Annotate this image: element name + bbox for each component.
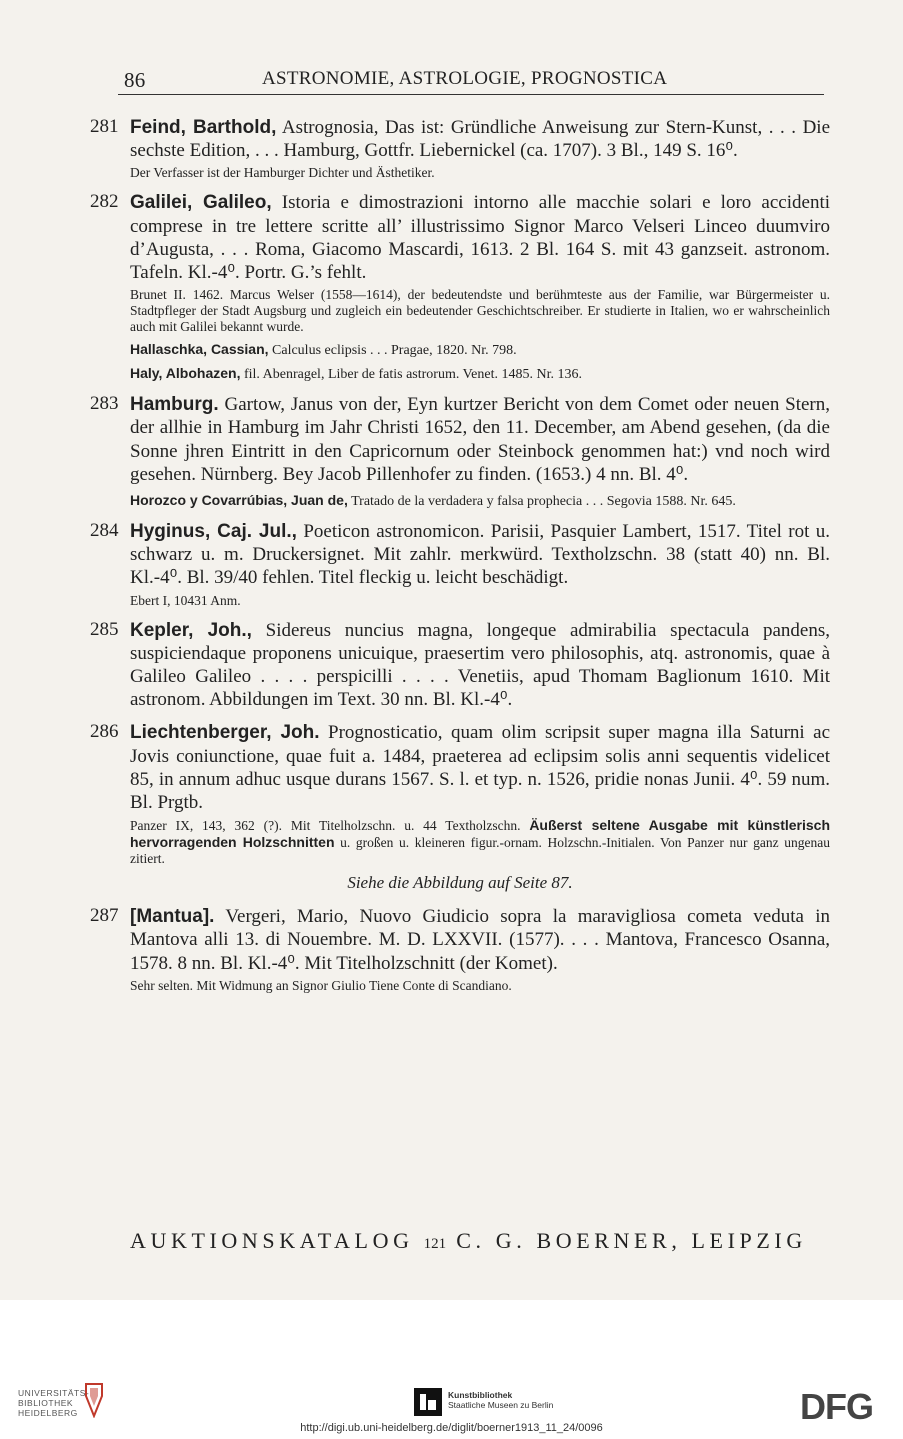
kunstbibliothek-title: Kunstbibliothek <box>448 1390 513 1400</box>
dfg-logo[interactable]: DFG <box>800 1386 873 1427</box>
footer-right: C. G. BOERNER, LEIPZIG <box>456 1228 807 1253</box>
cross-reference <box>130 341 830 359</box>
note-text: Der Verfasser ist der Hamburger Dichter und Ästhetiker. <box>130 165 435 181</box>
page-number: 86 <box>124 68 146 92</box>
entry-text: Sidereus nuncius magna, longeque admirabilia spectacula pandens, suspiciendaque proponens unicuique, praesertim vero philosophis, atq. astronomis, quae à Galileo Galileo . . . . perspicilli . . . . Venetiis, apud Thomam Baglionum 1610. Mit astronom. Abbildungen im Text. 30 nn. Bl. Kl.-4⁰. <box>130 619 831 711</box>
note-text: Sehr selten. Mit Widmung an Signor Giulio Tiene Conte di Scandiano. <box>130 977 512 993</box>
entry-body <box>130 619 830 712</box>
entry-note <box>130 165 830 181</box>
entry-text: Poeticon astronomicon. Parisii, Pasquier Lambert, 1517. Titel rot u. schwarz u. m. Druckersignet. Mit zahlr. merkwürd. Textholzschn. 38 (statt 40) nn. Bl. Kl.-4⁰. Bl. 39/40 fehlen. Titel fleckig u. leicht beschädigt. <box>130 521 830 589</box>
entry-note <box>130 817 830 867</box>
kunstbibliothek-emblem-icon <box>414 1388 442 1416</box>
entry-note <box>130 978 830 994</box>
catalog-entry <box>90 721 830 893</box>
cross-reference <box>130 365 830 383</box>
entry-author: [Mantua]. <box>130 906 215 928</box>
see-also-reference: Siehe die Abbildung auf Seite 87. <box>347 873 573 893</box>
entry-body <box>130 393 830 486</box>
entry-author: Galilei, Galileo, <box>130 192 272 214</box>
catalog-footer <box>130 1228 830 1254</box>
footer-number: 121 <box>423 1236 447 1252</box>
catalog-entry <box>90 191 830 383</box>
kunstbibliothek-logo[interactable] <box>448 1390 553 1410</box>
university-line-2: BIBLIOTHEK <box>18 1398 74 1408</box>
university-library-logo[interactable] <box>18 1388 89 1418</box>
note-text: Tratado de la verdadera y falsa prophecia . . . Segovia 1588. Nr. 645. <box>351 494 736 510</box>
entry-note <box>130 287 830 335</box>
entry-number: 285 <box>90 618 119 640</box>
entry-body <box>130 116 830 162</box>
entry-number: 283 <box>90 393 119 415</box>
entry-number: 287 <box>90 905 119 927</box>
reference-author: Haly, Albohazen, <box>130 365 241 382</box>
running-header <box>118 64 824 95</box>
entry-body <box>130 191 830 284</box>
entry-text: Prognosticatio, quam olim scripsit super magna illa Saturni ac Jovis coniunctione, quae fuit a. 1484, praeterea ad eclipsim solis anni sequentis videlicet 85, in annum adhuc usque durans 1567. S. l. et typ. n. 1526, pridie nonas Junii. 4⁰. 59 num. Bl. Prgtb. <box>130 722 831 814</box>
entry-body <box>130 721 830 814</box>
university-line-3: HEIDELBERG <box>18 1408 78 1418</box>
note-text: Panzer IX, 143, 362 (?). Mit Titelholzschn. u. 44 Textholzschn. <box>130 818 521 834</box>
catalog-entry <box>90 520 830 609</box>
entry-text: Vergeri, Mario, Nuovo Giudicio sopra la maravigliosa cometa veduta in Mantova alli 13. di Nouembre. M. D. LXXVII. (1577). . . . Mantova, Francesco Osanna, 1578. 8 nn. Bl. Kl.-4⁰. Mit Titelholzschnitt (der Komet). <box>130 906 830 974</box>
note-text: Ebert I, 10431 Anm. <box>130 592 241 608</box>
page-title: ASTRONOMIE, ASTROLOGIE, PROGNOSTICA <box>262 68 668 89</box>
entry-author: Liechtenberger, Joh. <box>130 722 320 744</box>
entry-author: Hamburg. <box>130 394 219 416</box>
cross-reference <box>130 492 830 510</box>
viewer-bottom-bar <box>0 1300 903 1439</box>
university-line-1: UNIVERSITÄTS- <box>18 1388 90 1398</box>
note-tail: u. großen u. kleineren figur.-ornam. Holzschn.-Initialen. Von Panzer nur ganz ungenau zitiert. <box>130 835 830 867</box>
permalink-url[interactable]: http://digi.ub.uni-heidelberg.de/diglit/boerner1913_11_24/0096 <box>300 1422 603 1434</box>
kunstbibliothek-subtitle: Staatliche Museen zu Berlin <box>448 1400 554 1410</box>
entry-note <box>130 593 830 609</box>
entry-number: 286 <box>90 721 119 743</box>
catalog-entries <box>90 116 830 1004</box>
catalog-entry <box>90 905 830 994</box>
entry-number: 282 <box>90 191 119 213</box>
entry-number: 284 <box>90 520 119 542</box>
footer-left: AUKTIONSKATALOG <box>130 1228 414 1253</box>
note-text: Calculus eclipsis . . . Pragae, 1820. Nr. 798. <box>272 343 517 359</box>
catalog-entry <box>90 393 830 510</box>
entry-author: Feind, Barthold, <box>130 117 277 138</box>
note-emphasis: Äußerst seltene Ausgabe mit künstlerisch hervorragenden Holzschnitten <box>130 817 831 851</box>
reference-author: Hallaschka, Cassian, <box>130 341 269 358</box>
entry-text: Gartow, Janus von der, Eyn kurtzer Bericht von dem Comet oder neuen Stern, der allhie in Hamburg im Jahr Christi 1652, den 11. December, am Abend gesehen, (da die Sonne jhren Eintritt in den Capricornum oder Steinbock genommen hat:) vnd noch wird gesehen. Nürnberg. Bey Jacob Pillenhofer zu finden. (1653.) 4 nn. Bl. 4⁰. <box>130 394 831 485</box>
catalog-entry <box>90 619 830 712</box>
note-text: Brunet II. 1462. Marcus Welser (1558—1614), der bedeutendste und berühmteste aus der Familie, war Bürgermeister u. Stadtpfleger der Stadt Augsburg und zugleich ein bedeutender Geschichtschreiber. Er studierte in Italien, wo er wahrscheinlich auch mit Galilei bekannt wurde. <box>130 287 830 335</box>
entry-text: Istoria e dimostrazioni intorno alle macchie solari e loro accidenti comprese in tre lettere scritte all’ illustrissimo Signor Marco Velseri Linceo duumviro d’Augusta, . . . Roma, Giacomo Mascardi, 1613. 2 Bl. 164 S. mit 43 ganzseit. astronom. Tafeln. Kl.-4⁰. Portr. G.’s fehlt. <box>130 192 830 284</box>
entry-body <box>130 520 830 590</box>
entry-text: Astrognosia, Das ist: Gründliche Anweisung zur Stern-Kunst, . . . Die sechste Edition, . . . Hamburg, Gottfr. Liebernickel (ca. 1707). 3 Bl., 149 S. 16⁰. <box>130 117 830 162</box>
reference-author: Horozco y Covarrúbias, Juan de, <box>130 492 348 509</box>
entry-number: 281 <box>90 116 119 137</box>
note-text: fil. Abenragel, Liber de fatis astrorum. Venet. 1485. Nr. 136. <box>243 367 582 383</box>
entry-author: Kepler, Joh., <box>130 619 252 641</box>
entry-author: Hyginus, Caj. Jul., <box>130 521 297 543</box>
entry-body <box>130 905 830 975</box>
university-emblem-icon <box>82 1382 106 1418</box>
catalog-entry <box>90 116 830 181</box>
